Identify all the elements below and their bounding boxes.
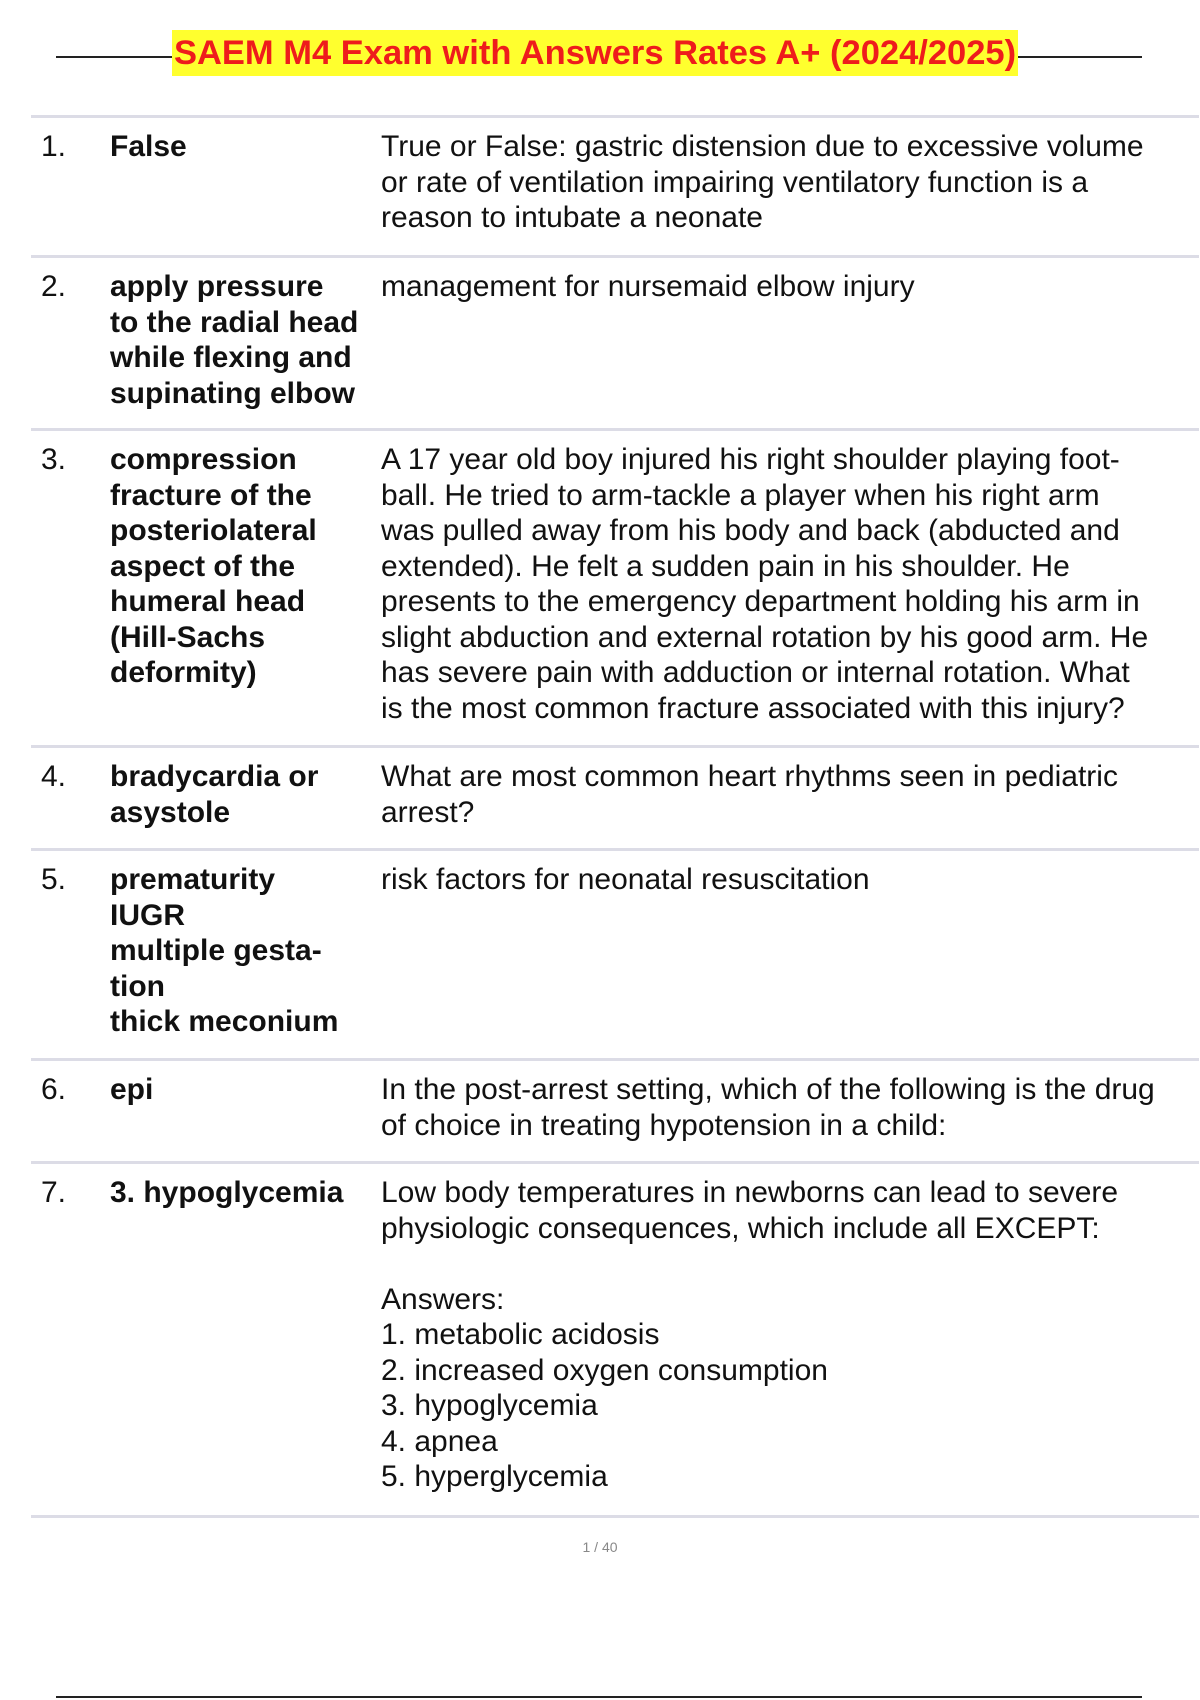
item-answer: compression fracture of the posteriolateral aspect of the humeral head (Hill-Sachs deformity) bbox=[110, 443, 317, 689]
document-title: SAEM M4 Exam with Answers Rates A+ (2024/2025) bbox=[172, 30, 1018, 76]
item-answer: bradycardia or asystole bbox=[110, 760, 319, 829]
item-question: In the post-arrest setting, which of the following is the drug of choice in treating hypotension in a child: bbox=[381, 1073, 1155, 1142]
item-answer: prematurity IUGR multiple gesta- tion thick meconium bbox=[110, 863, 339, 1038]
qa-row-7 bbox=[31, 1161, 1199, 1518]
title-bar bbox=[56, 30, 1142, 76]
item-number: 4. bbox=[41, 760, 67, 793]
item-answer: apply pressure to the radial head while flexing and supinating elbow bbox=[110, 270, 359, 410]
qa-row-5 bbox=[31, 848, 1199, 1058]
item-number: 2. bbox=[41, 270, 67, 303]
bottom-rule bbox=[56, 1696, 1142, 1698]
item-number: 7. bbox=[41, 1176, 67, 1209]
item-question: True or False: gastric distension due to excessive volume or rate of ventilation impairing ventilatory function is a reason to intubate a neonate bbox=[381, 130, 1144, 234]
qa-row-6 bbox=[31, 1058, 1199, 1161]
item-number: 6. bbox=[41, 1073, 67, 1106]
qa-list bbox=[31, 115, 1199, 1518]
item-question: What are most common heart rhythms seen in pediatric arrest? bbox=[381, 760, 1118, 829]
item-number: 1. bbox=[41, 130, 67, 163]
item-answer: epi bbox=[110, 1073, 154, 1106]
qa-row-4 bbox=[31, 745, 1199, 848]
item-question: A 17 year old boy injured his right shoulder playing foot- ball. He tried to arm-tackle a player when his right arm was pulled away from his body and back (abducted and extended). He felt a sudden pain in his shoulder. He presents to the emergency department holding his arm in slight abduction and external rotation by his good arm. He has severe pain with adduction or internal rotation. What is the most common fracture associated with this injury? bbox=[381, 443, 1149, 725]
item-number: 3. bbox=[41, 443, 67, 476]
item-number: 5. bbox=[41, 863, 67, 896]
qa-row-3 bbox=[31, 428, 1199, 745]
item-question: Low body temperatures in newborns can lead to severe physiologic consequences, which include all EXCEPT: Answers: 1. metabolic acidosis 2. increased oxygen consumption 3. hypoglycemia 4. apnea 5. hyperglycemia bbox=[381, 1176, 1119, 1493]
qa-row-2 bbox=[31, 255, 1199, 428]
item-question: risk factors for neonatal resuscitation bbox=[381, 863, 870, 896]
item-answer: False bbox=[110, 130, 187, 163]
page-indicator: 1 / 40 bbox=[582, 1539, 618, 1555]
item-question: management for nursemaid elbow injury bbox=[381, 270, 915, 303]
qa-row-1 bbox=[31, 115, 1199, 255]
item-answer: 3. hypoglycemia bbox=[110, 1176, 344, 1209]
